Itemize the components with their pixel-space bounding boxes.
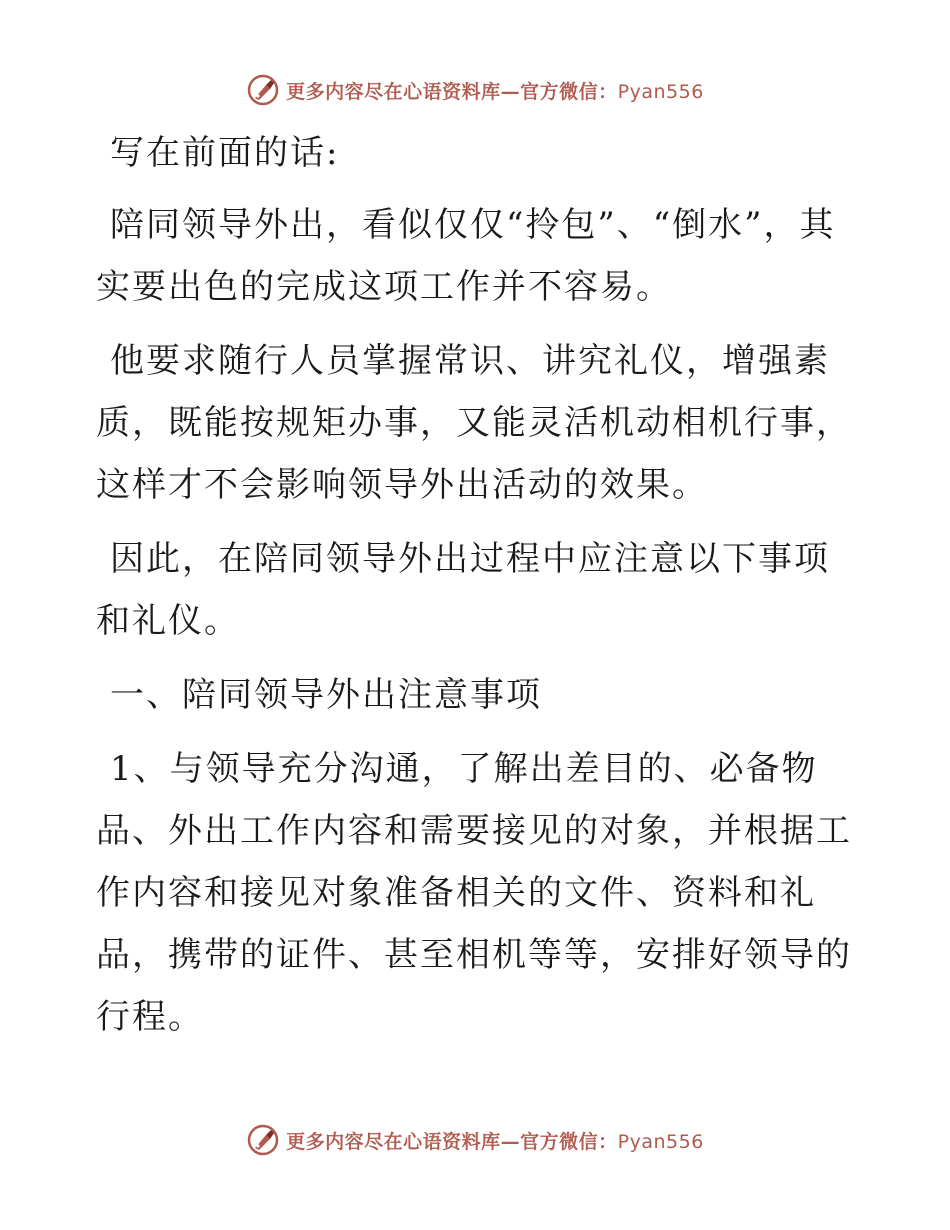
paragraph-intro: 陪同领导外出，看似仅仅“拎包”、“倒水”，其实要出色的完成这项工作并不容易。 — [96, 205, 836, 307]
footer-watermark — [0, 1120, 950, 1160]
document-body — [96, 122, 856, 1060]
watermark-text: 更多内容尽在心语资料库—官方微信：Pyan556 — [286, 1130, 704, 1153]
paragraph-conclusion: 因此，在陪同领导外出过程中应注意以下事项和礼仪。 — [96, 539, 830, 641]
section-heading: 一、陪同领导外出注意事项 — [110, 675, 542, 715]
pen-nib-circle-icon — [246, 73, 280, 107]
paragraph-requirements: 他要求随行人员掌握常识、讲究礼仪，增强素质，既能按规矩办事，又能灵活机动相机行事，这样才不会影响领导外出活动的效果。 — [96, 341, 852, 505]
header-watermark — [0, 70, 950, 110]
pen-nib-circle-icon — [246, 1123, 280, 1157]
watermark-text: 更多内容尽在心语资料库—官方微信：Pyan556 — [286, 80, 704, 103]
preface-heading: 写在前面的话: — [110, 133, 340, 173]
paragraph-item-1: 1、与领导充分沟通，了解出差目的、必备物品、外出工作内容和需要接见的对象，并根据工作内容和接见对象准备相关的文件、资料和礼品，携带的证件、甚至相机等等，安排好领导的行程。 — [96, 749, 852, 1037]
